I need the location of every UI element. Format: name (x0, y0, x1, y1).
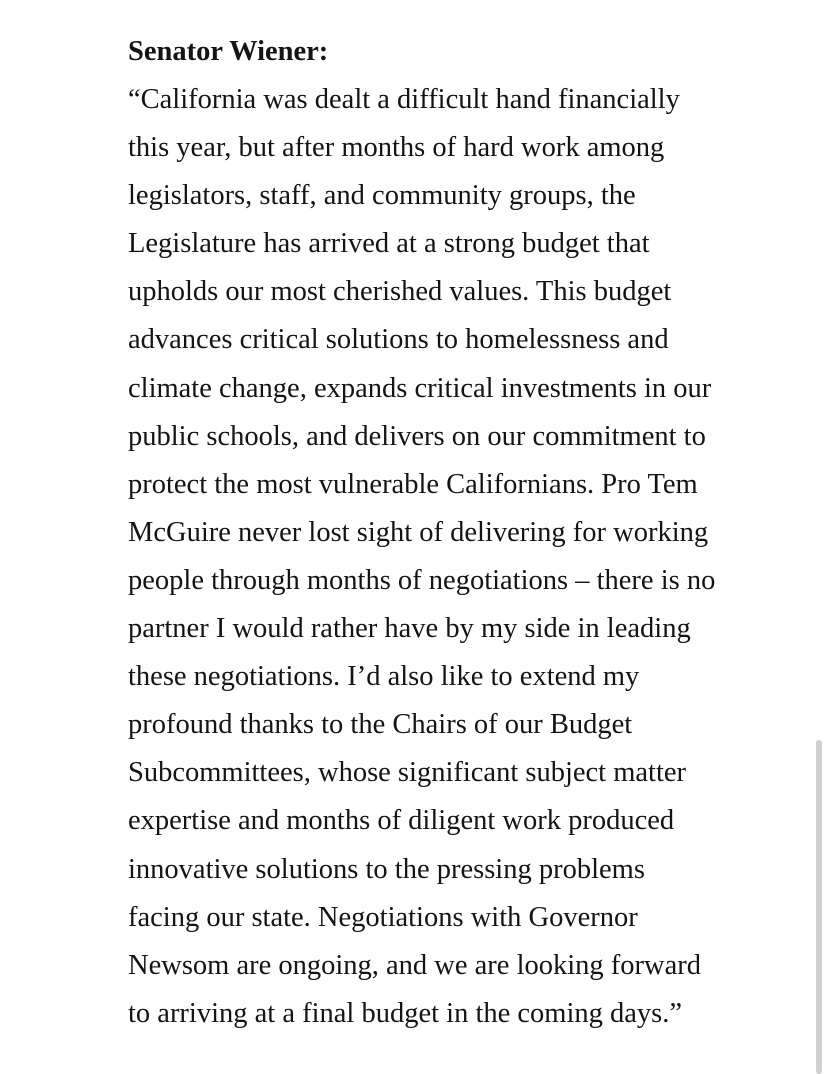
quote-line: upholds our most cherished values. This budget (128, 276, 672, 308)
quote-line: partner I would rather have by my side in leading (128, 613, 691, 645)
statement-block (128, 28, 818, 1038)
quote-line: people through months of negotiations – there is no (128, 564, 716, 596)
quote-line: Subcommittees, whose significant subject matter (128, 757, 687, 789)
speaker-name: Senator Wiener: (128, 36, 329, 67)
quote-line: innovative solutions to the pressing problems (128, 853, 645, 885)
quote-line: facing our state. Negotiations with Governor (128, 901, 638, 933)
quote-line: this year, but after months of hard work among (128, 132, 665, 164)
quote-line: climate change, expands critical investments in our (128, 372, 712, 404)
vertical-scrollbar[interactable] (816, 740, 822, 1074)
quote-line: expertise and months of diligent work produced (128, 805, 675, 837)
quote-line: to arriving at a final budget in the coming days.” (128, 997, 683, 1029)
quote-line: profound thanks to the Chairs of our Budget (128, 709, 633, 741)
quote-line: advances critical solutions to homelessness and (128, 324, 669, 356)
quote-line: these negotiations. I’d also like to extend my (128, 661, 640, 693)
quote-line: “California was dealt a difficult hand financially (128, 84, 680, 115)
quote-line: legislators, staff, and community groups, the (128, 180, 636, 212)
quote-line: public schools, and delivers on our commitment to (128, 420, 706, 452)
quote-line: Newsom are ongoing, and we are looking forward (128, 949, 701, 981)
quote-line: McGuire never lost sight of delivering for working (128, 516, 709, 548)
quote-line: protect the most vulnerable Californians. Pro Tem (128, 468, 698, 500)
quote-line: Legislature has arrived at a strong budget that (128, 228, 650, 260)
